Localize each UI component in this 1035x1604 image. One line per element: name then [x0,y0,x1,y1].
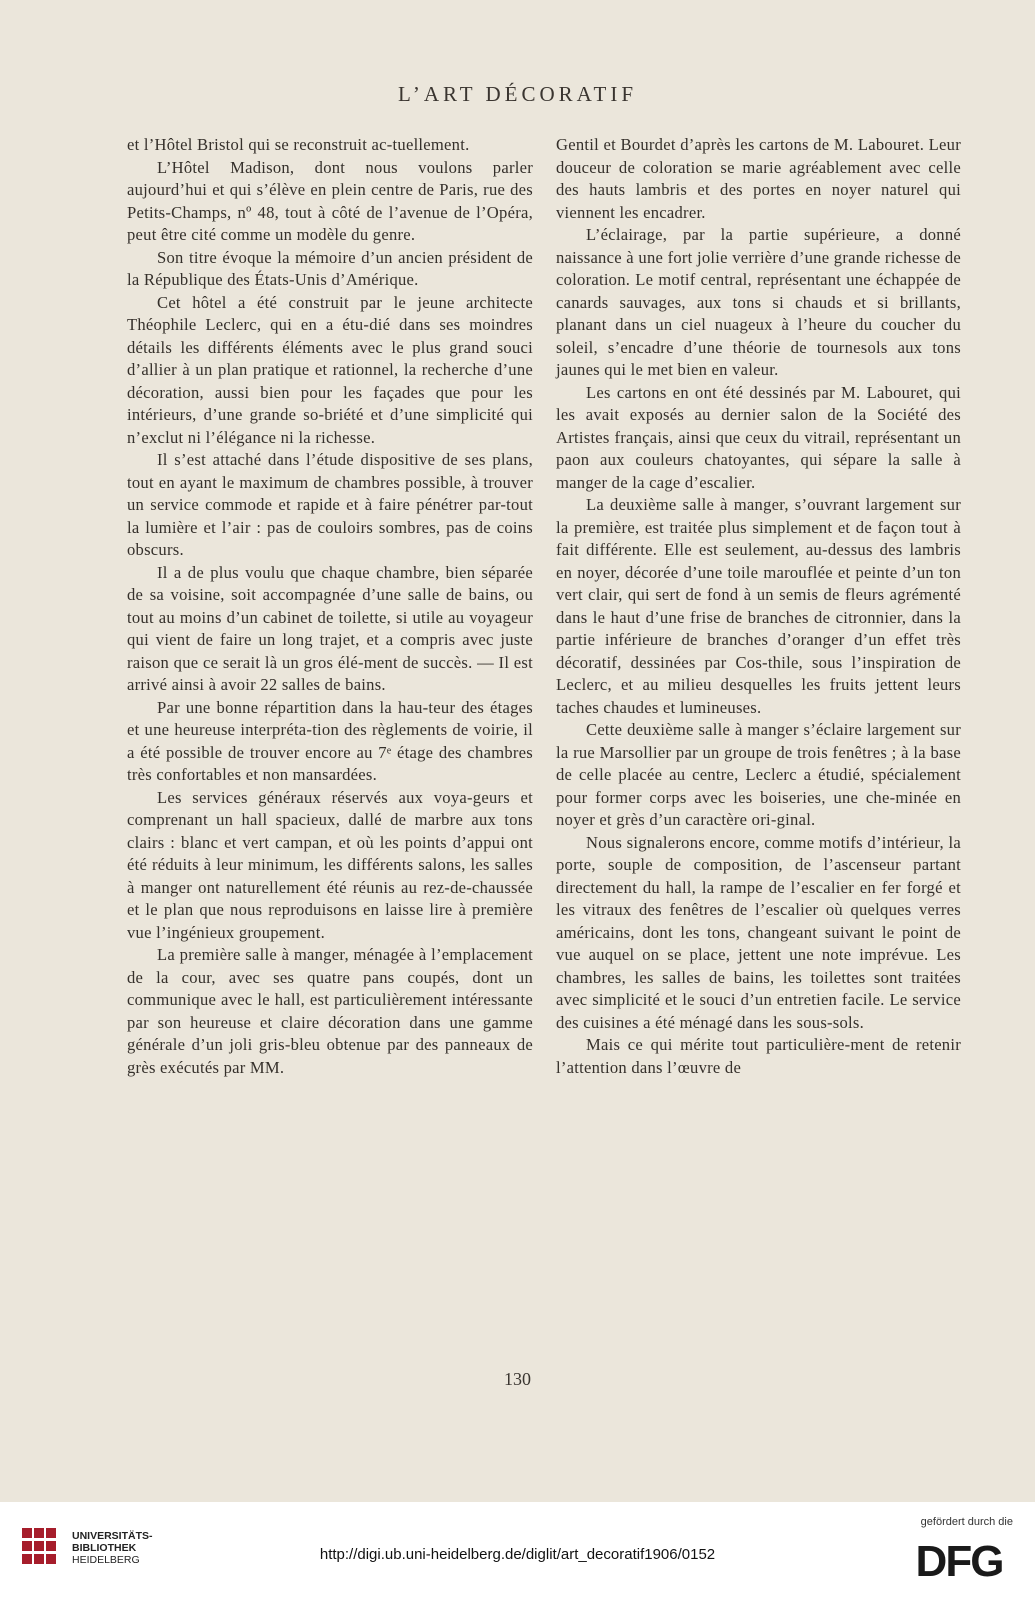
paragraph: Cette deuxième salle à manger s’éclaire largement sur la rue Marsollier par un groupe de trois fenêtres ; à la base de celle placée au centre, Leclerc a étudié, spécialement pour former corps avec les boiseries, une che-minée en noyer et grès d’un caractère ori-ginal. [556,720,961,829]
paragraph: Il s’est attaché dans l’étude dispositive de ses plans, tout en ayant le maximum de chambres possible, à trouver un service commode et rapide et à faire pénétrer par-tout la lumière et l’air : pas de couloirs sombres, pas de coins obscurs. [127,450,533,559]
dfg-logo-text: DFG [915,1537,1003,1580]
funder-caption: gefördert durch die [920,1516,1013,1528]
running-header: L’ART DÉCORATIF [397,82,637,106]
paragraph: La deuxième salle à manger, s’ouvrant largement sur la première, est traitée plus simplement et de façon tout à fait différente. Elle est seulement, au-dessus des lambris en noyer, décorée d’une toile marouflée et peinte d’un ton vert clair, qui sert de fond à un semis de fleurs agrémenté dans le haut d’une frise de branches de citronnier, dans la partie inférieure de branches d’oranger d’un effet très décoratif, dessinées par Cos-thile, sous l’inspiration de Leclerc, et au milieu desquelles les fruits jettent leurs taches chaudes et lumineuses. [556,495,961,717]
paragraph: Les cartons en ont été dessinés par M. Labouret, qui les avait exposés au dernier salon de la Société des Artistes français, ainsi que ceux du vitrail, représentant un paon aux couleurs chatoyantes, qui sépare la salle à manger de la cage d’escalier. [556,382,961,492]
paragraph: L’Hôtel Madison, dont nous voulons parler aujourd’hui et qui s’élève en plein centre de Paris, rue des Petits-Champs, nº 48, tout à côté de l’avenue de l’Opéra, peut être cité comme un modèle du genre. [127,157,533,244]
page-number: 130 [504,1369,531,1389]
paragraph: L’éclairage, par la partie supérieure, a donné naissance à une fort jolie verrière d’une grande richesse de coloration. Le motif central, représentant une échappée de canards sauvages, aux tons si chauds et si brillants, planant dans un ciel nuageux à l’heure du coucher du soleil, s’encadre d’une théorie de tournesols aux tons jaunes qui le met bien en valeur. [556,225,961,379]
library-name-line: HEIDELBERG [72,1554,140,1566]
paragraph: Nous signalerons encore, comme motifs d’intérieur, la porte, souple de composition, de l’ascenseur partant directement du hall, la rampe de l’escalier en fer forgé et les vitraux des fenêtres de l’escalier où quelques verres américains, dont les tons, changeant suivant le point de vue auquel on se place, jettent une note imprévue. Les chambres, les salles de bains, les toilettes sont traitées avec simplicité et le souci d’un entretien facile. Le service des cuisines a été ménagé dans les sous-sols. [556,832,961,1032]
paragraph: Les services généraux réservés aux voya-geurs et comprenant un hall spacieux, dallé de marbre aux tons clairs : blanc et vert campan, et où les points d’appui ont été réduits à leur minimum, les différents salons, les salles à manger ont naturellement été réunis au rez-de-chaussée et le plan que nous reproduisons en laisse lire à première vue l’ingénieux groupement. [127,787,533,942]
library-name-line: UNIVERSITÄTS- [72,1530,153,1542]
right-text-column [556,134,961,1079]
paragraph: Mais ce qui mérite tout particulière-ment de retenir l’attention dans l’œuvre de [556,1035,961,1077]
paragraph: La première salle à manger, ménagée à l’emplacement de la cour, avec ses quatre pans coupés, dont un communique avec le hall, est particulièrement intéressante par son heureuse et claire décoration dans une gamme générale d’un joli gris-bleu obtenue par des panneaux de grès exécutés par MM. [127,945,533,1077]
paragraph: Son titre évoque la mémoire d’un ancien président de la République des États-Unis d’Amérique. [127,247,533,289]
left-text-column [127,134,533,1079]
permalink-url[interactable]: http://digi.ub.uni-heidelberg.de/diglit/art_decoratif1906/0152 [319,1546,716,1563]
paragraph: Cet hôtel a été construit par le jeune architecte Théophile Leclerc, qui en a étu-dié dans ses moindres détails les différents éléments avec le plus grand souci d’allier à un plan pratique et rationnel, la recherche d’une décoration, aussi bien pour les façades que pour les intérieurs, d’une grande so-briété et d’une simplicité qui n’exclut ni l’élégance ni la richesse. [127,292,533,447]
paragraph: et l’Hôtel Bristol qui se reconstruit ac-tuellement. [127,135,470,154]
digitization-footer [0,1502,1035,1604]
paragraph: Gentil et Bourdet d’après les cartons de M. Labouret. Leur douceur de coloration se marie agréablement avec celle des hauts lambris et des portes en noyer naturel qui viennent les encadrer. [556,135,961,222]
paragraph: Par une bonne répartition dans la hau-teur des étages et une heureuse interpréta-tion des règlements de voirie, il a été possible de trouver encore au 7ᵉ étage des chambres très confortables et non mansardées. [127,697,533,784]
dfg-logo-icon [905,1536,1013,1580]
paragraph: Il a de plus voulu que chaque chambre, bien séparée de sa voisine, soit accompagnée d’une salle de bains, ou tout au moins d’un cabinet de toilette, si utile au voyageur qui vient de faire un long trajet, et a compris avec juste raison que ce serait là un gros élé-ment de succès. — Il est arrivé ainsi à avoir 22 salles de bains. [127,562,533,694]
library-name-line: BIBLIOTHEK [72,1542,137,1554]
